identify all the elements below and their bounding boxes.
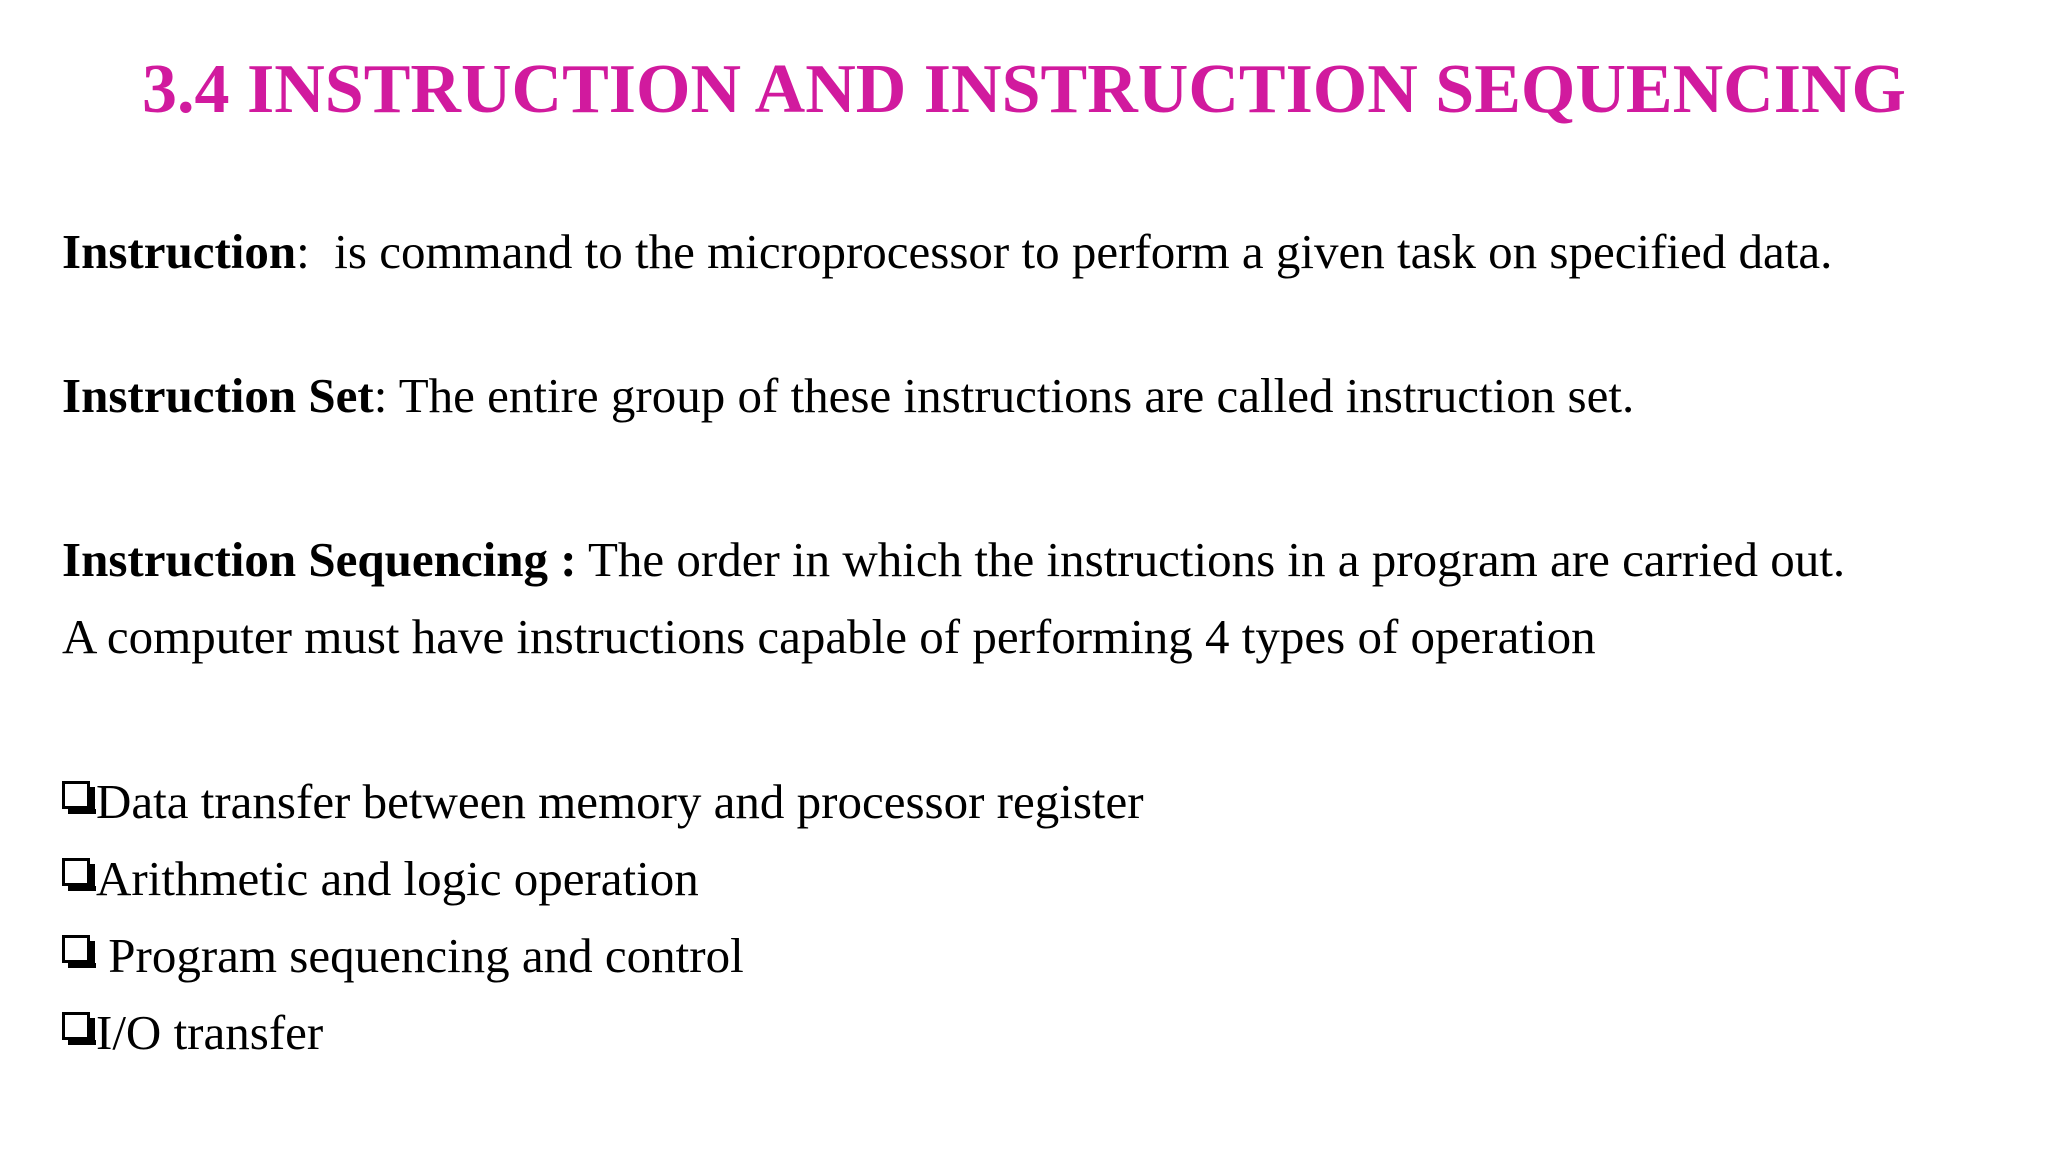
- checkbox-bullet-icon: [62, 858, 90, 886]
- instruction-definition-text: is command to the microprocessor to perform a given task on specified data.: [309, 224, 1833, 279]
- instruction-separator: :: [296, 224, 310, 279]
- operation-item: [62, 1003, 323, 1063]
- slide-title: 3.4 INSTRUCTION AND INSTRUCTION SEQUENCING: [142, 51, 1906, 128]
- instruction-sequencing-definition-text: The order in which the instructions in a program are carried out.: [576, 532, 1846, 587]
- operation-text: Data transfer between memory and processor register: [96, 774, 1144, 829]
- operation-item: [62, 926, 744, 986]
- operation-text: I/O transfer: [96, 1005, 324, 1060]
- instruction-sequencing-term: Instruction Sequencing :: [62, 532, 577, 587]
- checkbox-bullet-icon: [62, 1012, 90, 1040]
- instruction-set-term: Instruction Set: [62, 368, 374, 423]
- checkbox-bullet-icon: [62, 781, 90, 809]
- operation-text: Arithmetic and logic operation: [96, 851, 699, 906]
- instruction-term: Instruction: [62, 224, 297, 279]
- instruction-sequencing-continuation: A computer must have instructions capable of performing 4 types of operation: [62, 609, 1596, 664]
- operation-item: [62, 772, 1144, 832]
- instruction-set-definition: [62, 366, 1634, 426]
- checkbox-bullet-icon: [62, 935, 90, 963]
- operation-text: Program sequencing and control: [96, 928, 744, 983]
- instruction-definition: [62, 222, 1832, 282]
- instruction-set-separator: :: [373, 368, 388, 423]
- operation-item: [62, 849, 699, 909]
- instruction-sequencing-definition: [62, 530, 1845, 590]
- instruction-set-definition-text: The entire group of these instructions are called instruction set.: [387, 368, 1635, 423]
